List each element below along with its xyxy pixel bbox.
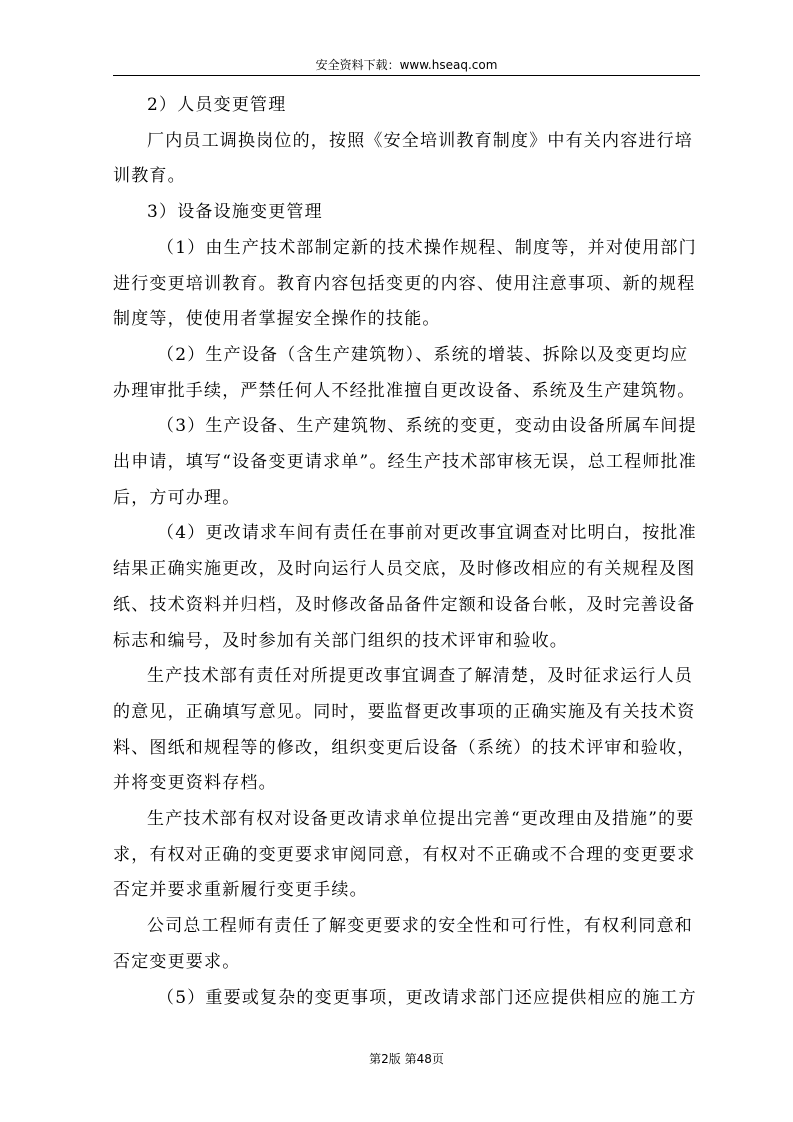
section-heading-personnel-change: 2）人员变更管理 xyxy=(147,95,287,115)
paragraph: 厂内员工调换岗位的，按照《安全培训教育制度》中有关内容进行培训教育。 xyxy=(113,130,693,187)
paragraph: 生产技术部有责任对所提更改事宜调查了解清楚，及时征求运行人员的意见，正确填写意见。同时，要监督更改事项的正确实施及有关技术资料、图纸和规程等的修改，组织变更后设备（系统）的技术评审和验收，并将变更资料存档。 xyxy=(113,666,696,794)
paragraph: （4）更改请求车间有责任在事前对更改事宜调查对比明白，按批准结果正确实施更改，及时向运行人员交底，及时修改相应的有关规程及图纸、技术资料并归档，及时修改备品备件定额和设备台帐，及时完善设备标志和编号，及时参加有关部门组织的技术评审和验收。 xyxy=(113,523,697,651)
page-header: 安全资料下载：www.hseaq.com xyxy=(315,58,498,72)
paragraph: 公司总工程师有责任了解变更要求的安全性和可行性，有权利同意和否定变更要求。 xyxy=(113,916,693,972)
header-divider xyxy=(113,75,700,76)
paragraph: （5）重要或复杂的变更事项，更改请求部门还应提供相应的施工方 xyxy=(157,987,697,1008)
paragraph: （3）生产设备、生产建筑物、系统的变更，变动由设备所属车间提出申请，填写“设备变更请求单”。经生产技术部审核无误，总工程师批准后，方可办理。 xyxy=(113,416,697,508)
paragraph: （2）生产设备（含生产建筑物）、系统的增装、拆除以及变更均应办理审批手续，严禁任何人不经批准擅自更改设备、系统及生产建筑物。 xyxy=(113,344,696,401)
document-body xyxy=(113,88,700,1016)
paragraph: 生产技术部有权对设备更改请求单位提出完善“更改理由及措施”的要求，有权对正确的变更要求审阅同意，有权对不正确或不合理的变更要求否定并要求重新履行变更手续。 xyxy=(113,809,696,901)
paragraph: （1）由生产技术部制定新的技术操作规程、制度等，并对使用部门进行变更培训教育。教育内容包括变更的内容、使用注意事项、新的规程制度等，使使用者掌握安全操作的技能。 xyxy=(113,237,697,330)
page-footer: 第2版 第48页 xyxy=(369,1052,444,1066)
section-heading-equipment-change: 3）设备设施变更管理 xyxy=(147,202,323,223)
